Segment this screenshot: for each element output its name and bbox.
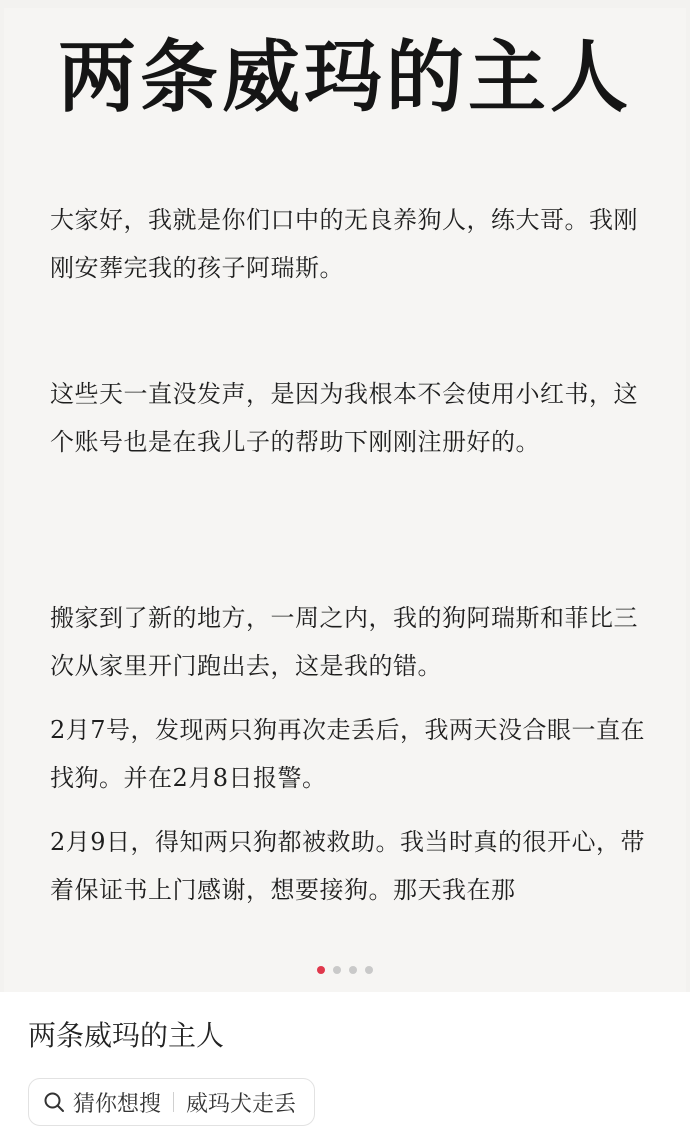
search-icon xyxy=(43,1091,65,1113)
card-paragraph: 搬家到了新的地方，一周之内，我的狗阿瑞斯和菲比三次从家里开门跑出去，这是我的错。 xyxy=(50,604,638,680)
pagination-dot[interactable] xyxy=(333,966,341,974)
pagination-dot[interactable] xyxy=(317,966,325,974)
carousel-pagination xyxy=(0,966,690,974)
post-title: 两条威玛的主人 xyxy=(28,1019,225,1052)
pagination-dot[interactable] xyxy=(365,966,373,974)
card-paragraph: 这些天一直没发声，是因为我根本不会使用小红书，这个账号也是在我儿子的帮助下刚刚注册好的。 xyxy=(50,380,638,456)
pagination-dot[interactable] xyxy=(349,966,357,974)
card-paragraph: 2月9日，得知两只狗都被救助。我当时真的很开心，带着保证书上门感谢，想要接狗。那天我在那 xyxy=(50,828,646,904)
card-paragraph: 大家好，我就是你们口中的无良养狗人，练大哥。我刚刚安葬完我的孩子阿瑞斯。 xyxy=(50,206,638,282)
card-title: 两条威玛的主人 xyxy=(57,32,632,123)
suggested-search-chip[interactable] xyxy=(28,1078,315,1126)
card-paragraph: 2月7号，发现两只狗再次走丢后，我两天没合眼一直在找狗。并在2月8日报警。 xyxy=(50,716,646,792)
suggested-search-label: 猜你想搜 xyxy=(73,1091,162,1117)
suggested-search-keyword[interactable]: 威玛犬走丢 xyxy=(186,1091,297,1117)
chip-divider xyxy=(173,1092,174,1112)
